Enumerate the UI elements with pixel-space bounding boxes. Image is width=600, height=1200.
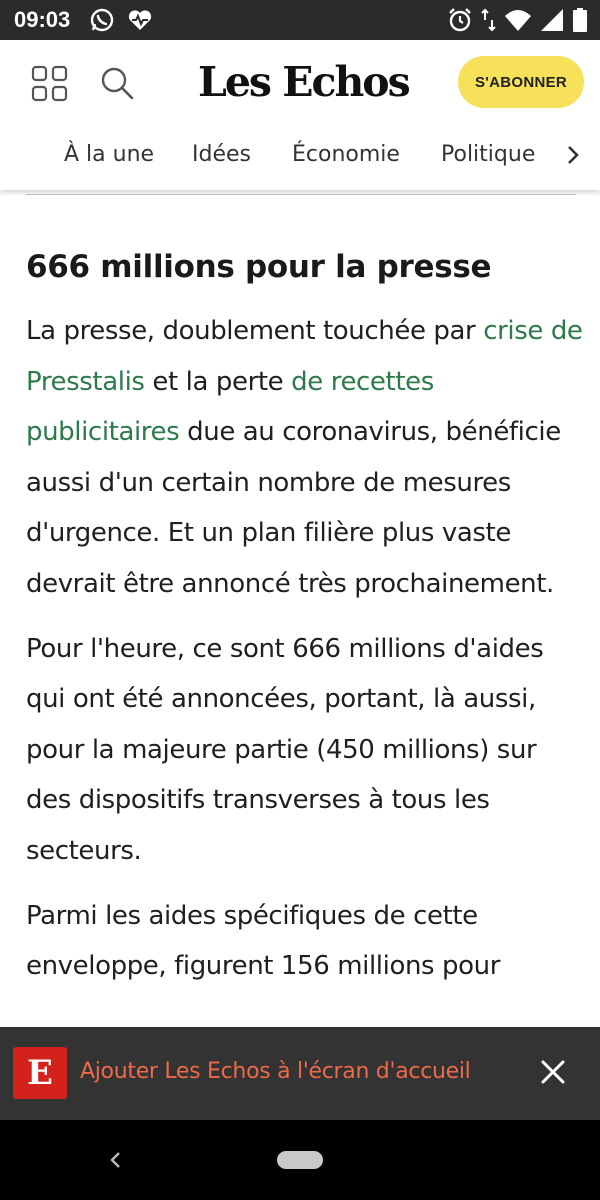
wifi-icon (504, 6, 532, 34)
nav-item-economie[interactable]: Économie (292, 142, 400, 167)
close-icon[interactable] (538, 1057, 568, 1087)
heart-pulse-icon (126, 6, 154, 34)
grid-icon[interactable] (30, 64, 70, 104)
install-banner-text[interactable]: Ajouter Les Echos à l'écran d'accueil (80, 1059, 471, 1084)
paragraph (26, 306, 586, 610)
subscribe-button[interactable]: S'ABONNER (458, 56, 584, 108)
paragraph: Pour l'heure, ce sont 666 millions d'aides qui ont été annoncées, portant, là aussi, pour la majeure partie (450 millions) sur des dispositifs transverses à tous les secteurs. (26, 633, 544, 866)
install-banner[interactable] (0, 1027, 600, 1120)
whatsapp-icon (88, 6, 116, 34)
battery-icon (572, 6, 588, 34)
section-heading: 666 millions pour la presse (26, 249, 492, 285)
link-recettes-publicitaires[interactable]: de recettes publicitaires (26, 366, 434, 448)
home-pill[interactable] (277, 1151, 323, 1169)
back-icon[interactable] (104, 1146, 128, 1174)
signal-icon (538, 6, 566, 34)
app-logo-icon: E (13, 1047, 67, 1099)
site-header (0, 40, 600, 124)
site-logo[interactable]: Les Echos (198, 58, 409, 106)
status-bar (0, 0, 600, 40)
divider (26, 194, 576, 195)
data-arrows-icon (480, 6, 498, 34)
article-body (26, 244, 586, 1006)
status-time: 09:03 (14, 7, 71, 32)
system-nav-bar (0, 1120, 600, 1200)
nav-item-idees[interactable]: Idées (192, 142, 251, 167)
search-icon[interactable] (98, 64, 138, 104)
section-nav (0, 124, 600, 190)
alarm-icon (446, 6, 474, 34)
paragraph-text: et la perte (144, 366, 292, 397)
link-crise-presstalis[interactable]: crise de Presstalis (26, 316, 583, 397)
paragraph-text: due au coronavirus, bénéficie aussi d'un certain nombre de mesures d'urgence. Et un plan filière plus vaste devrait être annoncé très prochainement. (26, 417, 561, 599)
nav-item-a-la-une[interactable]: À la une (64, 142, 155, 167)
paragraph-text: La presse, doublement touchée par (26, 316, 484, 346)
chevron-right-icon[interactable] (560, 142, 586, 168)
paragraph: Parmi les aides spécifiques de cette enveloppe, figurent 156 millions pour (26, 900, 501, 982)
nav-item-politique[interactable]: Politique (441, 142, 536, 167)
